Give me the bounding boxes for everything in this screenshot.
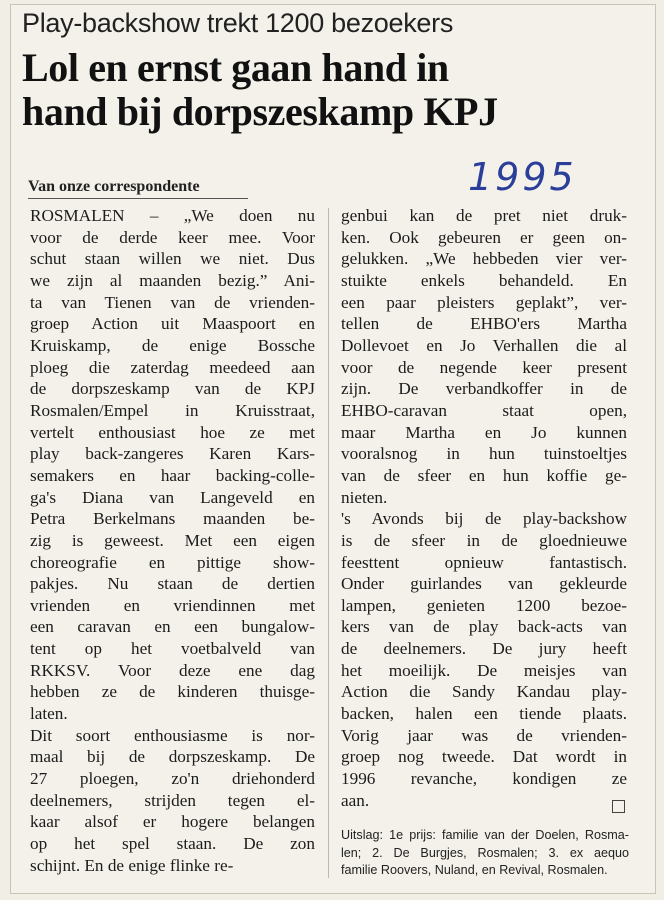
article-text-line: genbui kan de pret niet druk- (341, 206, 627, 225)
article-text-line: zig is geweest. Met een eigen (30, 530, 315, 550)
results-box (341, 827, 629, 880)
article-text-line: ta van Tienen van de vrienden- (30, 292, 315, 312)
article-text-line: gelukken. „We hebbeden vier ver- (341, 249, 627, 269)
article-text-line: is de sfeer in de gloednieuwe (341, 530, 627, 550)
article-text-line: vrienden en vriendinnen met (30, 595, 315, 615)
article-text-line: de dorpszeskamp van de KPJ (30, 379, 315, 399)
article-text-line: pakjes. Nu staan de dertien (30, 574, 315, 594)
article-column-left (30, 205, 315, 876)
handwritten-year: 1995 (468, 155, 577, 199)
article-text-line: vertelt enthousiast hoe ze met (30, 422, 315, 442)
article-text-line: hebben ze de kinderen thuisge- (30, 682, 315, 702)
byline: Van onze correspondente (28, 178, 200, 195)
article-text-line: deelnemers, strijden tegen el- (30, 790, 315, 810)
article-text-line: ken. Ook gebeuren er geen on- (341, 227, 627, 247)
article-text-line: tent op het voetbalveld van (30, 639, 315, 659)
article-text-line: ROSMALEN – „We doen nu (30, 206, 315, 225)
article-text-line: een paar pleisters geplakt”, ver- (341, 292, 627, 312)
article-headline (22, 46, 642, 134)
article-text-line: tellen de EHBO'ers Martha (341, 314, 627, 334)
article-text-line: schijnt. En de enige flinke re- (30, 855, 234, 875)
article-text-line: ga's Diana van Langeveld en (30, 487, 315, 507)
article-column-right (341, 205, 627, 811)
article-text-line: kaar alsof er hogere belangen (30, 812, 315, 832)
article-text-line: choreografie en pittige show- (30, 552, 315, 572)
article-text-line: semakers en haar backing-colle- (30, 465, 315, 485)
article-text-line: 1996 revanche, kondigen ze (341, 769, 627, 789)
article-text-line: aan. (341, 790, 370, 810)
article-text-line: groep Action uit Maaspoort en (30, 314, 315, 334)
article-text-line: Vorig jaar was de vrienden- (341, 725, 627, 745)
article-text-line: groep nog tweede. Dat wordt in (341, 747, 627, 767)
article-text-line: zijn. De verbandkoffer in de (341, 379, 627, 399)
results-text-line: len; 2. De Burgjes, Rosmalen; 3. ex aequo (341, 845, 629, 860)
article-text-line: RKKSV. Voor deze ene dag (30, 660, 315, 680)
article-text-line: een caravan en een bungalow- (30, 617, 315, 637)
article-text-line: het moeilijk. De meisjes van (341, 660, 627, 680)
article-text-line: feesttent opnieuw fantastisch. (341, 552, 627, 572)
article-text-line: van de sfeer en hun koffie ge- (341, 465, 627, 485)
article-text-line: Action die Sandy Kandau play- (341, 682, 627, 702)
article-text-line: play back-zangeres Karen Kars- (30, 444, 315, 464)
article-text-line: we zijn al maanden bezig.” Ani- (30, 270, 315, 290)
article-text-line: kers van de play back-acts van (341, 617, 627, 637)
results-text-line: Uitslag: 1e prijs: familie van der Doelen, Rosma- (341, 828, 629, 842)
column-divider (328, 208, 329, 878)
article-text-line: lampen, genieten 1200 bezoe- (341, 595, 627, 615)
article-text-line: maar Martha en Jo kunnen (341, 422, 627, 442)
results-text-line: familie Roovers, Nuland, en Revival, Rosmalen. (341, 863, 608, 877)
article-text-line: backen, halen een tiende plaats. (341, 704, 627, 724)
article-text-line: de deelnemers. De jury heeft (341, 639, 627, 659)
article-text-line: maal bij de dorpszeskamp. De (30, 747, 315, 767)
article-text-line: vooralsnog in hun tuinstoeltjes (341, 444, 627, 464)
article-text-line: Kruiskamp, de enige Bossche (30, 335, 315, 355)
article-text-line: 27 ploegen, zo'n driehonderd (30, 769, 315, 789)
article-text-line: laten. (30, 704, 68, 724)
end-of-article-mark (612, 800, 625, 813)
article-text-line: ploeg die zaterdag meedeed aan (30, 357, 315, 377)
article-text-line: nieten. (341, 487, 388, 507)
headline-line: hand bij dorpszeskamp KPJ (22, 89, 498, 134)
byline-rule (28, 198, 248, 199)
article-text-line: Dit soort enthousiasme is nor- (30, 725, 315, 745)
article-text-line: stuikte enkels behandeld. En (341, 270, 627, 290)
article-text-line: Petra Berkelmans maanden be- (30, 509, 315, 529)
article-text-line: schut staan willen we niet. Dus (30, 249, 315, 269)
article-text-line: 's Avonds bij de play-backshow (341, 509, 627, 529)
article-text-line: EHBO-caravan staat open, (341, 400, 627, 420)
article-text-line: voor de derde keer mee. Voor (30, 227, 315, 247)
article-text-line: Dollevoet en Jo Verhallen die al (341, 335, 627, 355)
article-text-line: Onder guirlandes van gekleurde (341, 574, 627, 594)
article-text-line: Rosmalen/Empel in Kruisstraat, (30, 400, 315, 420)
article-text-line: op het spel staan. De zon (30, 834, 315, 854)
headline-line: Lol en ernst gaan hand in (22, 45, 449, 90)
article-kicker: Play-backshow trekt 1200 bezoekers (22, 8, 454, 38)
article-text-line: voor de negende keer present (341, 357, 627, 377)
